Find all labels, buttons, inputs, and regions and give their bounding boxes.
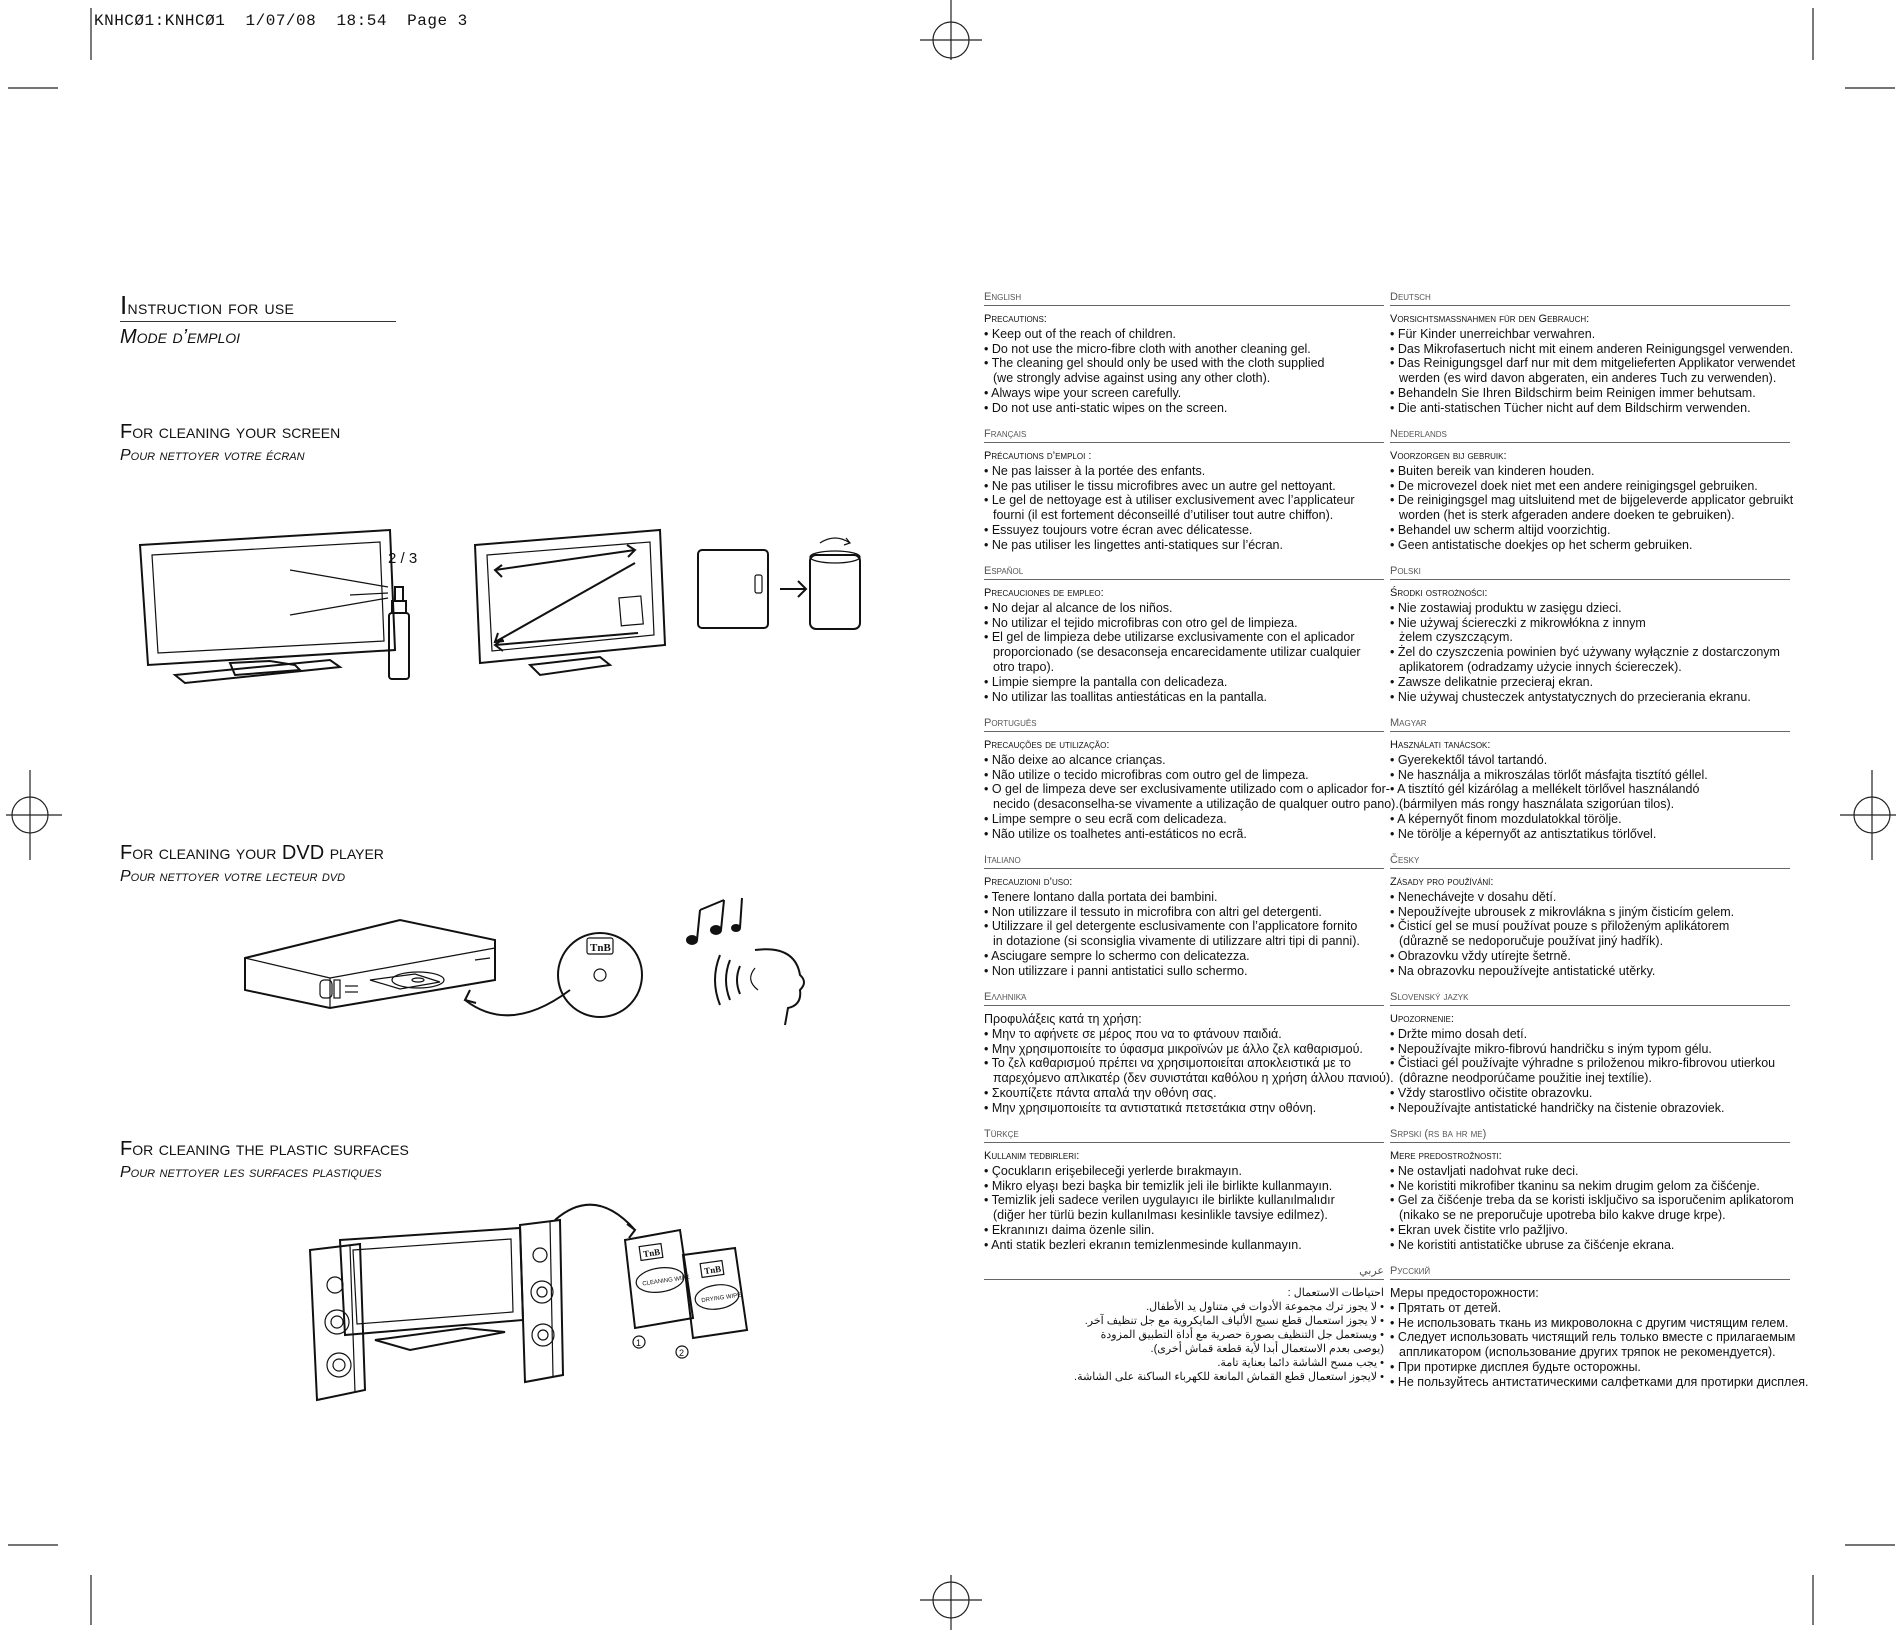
lang-block-portugues — [984, 716, 1399, 842]
wipe-brand-1: TnB — [642, 1246, 661, 1260]
lang-line: • Tenere lontano dalla portata dei bambini. — [984, 889, 1218, 904]
lang-block-nederlands — [1390, 427, 1794, 553]
lang-line: • Always wipe your screen carefully. — [984, 385, 1182, 400]
lang-head: Précautions d’emploi : — [984, 450, 1092, 462]
lang-line: • Nie używaj ściereczki z mikrowłókna z innym — [1390, 615, 1646, 630]
lang-line: • يجب مسح الشاشة دائما بعناية تامة. — [1217, 1357, 1384, 1369]
lang-block-ellinika — [984, 990, 1394, 1116]
lang-line: • El gel de limpieza debe utilizarse exclusivamente con el aplicador — [984, 630, 1355, 645]
lang-line: • Asciugare sempre lo schermo con delicatezza. — [984, 948, 1250, 963]
tv-with-spray — [140, 530, 417, 683]
lang-name: Deutsch — [1390, 290, 1790, 306]
lang-name: English — [984, 290, 1384, 306]
lang-head: Voorzorgen bij gebruik: — [1390, 450, 1507, 462]
lang-line: (we strongly advise against using any other cloth). — [993, 371, 1271, 386]
lang-head: Mere predostrožnosti: — [1390, 1150, 1502, 1162]
lang-line: • Buiten bereik van kinderen houden. — [1390, 463, 1595, 478]
lang-line: • Nepoužívajte antistatické handričky na čistenie obrazoviek. — [1390, 1100, 1725, 1115]
lang-block-slovensky — [1390, 990, 1790, 1116]
lang-line: • Gyerekektől távol tartandó. — [1390, 752, 1548, 767]
lang-block-srpski — [1390, 1127, 1794, 1253]
lang-line: • Μην το αφήνετε σε μέρος που να το φτάνουν παιδιά. — [984, 1026, 1282, 1041]
lang-block-italiano — [984, 853, 1384, 979]
lang-line: • ويستعمل جل التنظيف بصورة حصرية مع أداة التطبيق المزودة — [1100, 1329, 1384, 1341]
lang-head: Precauções de utilização: — [984, 739, 1110, 751]
lang-name: Magyar — [1390, 716, 1790, 732]
lang-line: • Не использовать ткань из микроволокна с другим чистящим гелем. — [1390, 1315, 1789, 1330]
lang-line: • Držte mimo dosah detí. — [1390, 1026, 1528, 1041]
lang-line: • Ne pas utiliser le tissu microfibres avec un autre gel nettoyant. — [984, 478, 1336, 493]
lang-line: aplikatorem (odradzamy użycie innych ściereczek). — [1399, 659, 1682, 674]
lang-line: • No utilizar el tejido microfibras con otro gel de limpieza. — [984, 615, 1298, 630]
dvd-cleaning-illustration — [240, 890, 800, 1090]
lang-line: • Limpie siempre la pantalla con delicadeza. — [984, 674, 1228, 689]
section-dvd-subtitle: Pour nettoyer votre lecteur dvd — [120, 868, 346, 885]
lang-line: otro trapo). — [993, 659, 1055, 674]
lang-line: • Não utilize o tecido microfibras com outro gel de limpeza. — [984, 767, 1309, 782]
lang-line: • لا يجوز ترك مجموعة الأدوات في متناول يد الأطفال. — [1146, 1301, 1384, 1313]
lang-block-russkiy — [1390, 1264, 1809, 1390]
lang-line: • لايجوز استعمال قطع القماش المانعة للكهرباء الساكنة على الشاشة. — [1074, 1371, 1384, 1383]
lang-line: • Ekranınızı daima özenle silin. — [984, 1222, 1155, 1237]
section-screen-title: For cleaning your screen — [120, 421, 341, 443]
lang-block-turkce — [984, 1127, 1384, 1253]
lang-head: Zásady pro používání: — [1390, 876, 1494, 888]
lang-line: • Çocukların erişebileceği yerlerde bırakmayın. — [984, 1163, 1242, 1178]
lang-line: (يوصى بعدم الاستعمال أبدا لأية قطعة قماش أخرى). — [1150, 1343, 1384, 1355]
lang-line: • Ne ostavljati nadohvat ruke deci. — [1390, 1163, 1579, 1178]
lang-block-polski — [1390, 564, 1790, 704]
plastic-cleaning-illustration — [305, 1200, 765, 1410]
tv-wiping — [475, 530, 665, 675]
lang-name: Русский — [1390, 1264, 1790, 1280]
lang-line: • Ekran uvek čistite vrlo pažljivo. — [1390, 1222, 1569, 1237]
lang-head: Προφυλάξεις κατά τη χρήση: — [984, 1012, 1142, 1026]
lang-line: • Das Reinigungsgel darf nur mit dem mitgelieferten Applikator verwendet — [1390, 356, 1796, 371]
lang-line: (nikako se ne preporučuje upotreba bilo kakve druge krpe). — [1399, 1208, 1726, 1223]
right-speaker — [520, 1220, 563, 1382]
lang-head: Меры предосторожности: — [1390, 1286, 1539, 1300]
lang-line: necido (desaconselha-se vivamente a utilização de qualquer outro pano). — [993, 797, 1399, 812]
clean-disc — [558, 933, 642, 1017]
lang-line: • Essuyez toujours votre écran avec délicatesse. — [984, 522, 1253, 537]
lang-line: • De microvezel doek niet met een andere reinigingsgel gebruiken. — [1390, 478, 1758, 493]
lang-line: • No utilizar las toallitas antiestáticas en la pantalla. — [984, 689, 1267, 704]
lang-head: Precauzioni d’uso: — [984, 876, 1073, 888]
lang-line: • Čistiaci gél používajte výhradne s priloženou mikro-fibrovou utierkou — [1390, 1056, 1776, 1071]
lang-block-espanol — [984, 564, 1384, 704]
lang-line: • Ne koristiti antistatičke ubruse za čišćenje ekrana. — [1390, 1237, 1675, 1252]
lang-head: Precautions: — [984, 313, 1047, 325]
lang-line: • Behandeln Sie Ihren Bildschirm beim Reinigen immer behutsam. — [1390, 385, 1756, 400]
lang-line: • Für Kinder unerreichbar verwahren. — [1390, 326, 1596, 341]
lang-line: • Non utilizzare i panni antistatici sullo schermo. — [984, 963, 1248, 978]
section-plastic-title: For cleaning the plastic surfaces — [120, 1138, 409, 1160]
lang-line: • Anti statik bezleri ekranın temizlenmesinde kullanmayın. — [984, 1237, 1302, 1252]
wipe-label-1: CLEANING WIPE — [642, 1274, 691, 1288]
monitor — [340, 1228, 523, 1350]
lang-name: Português — [984, 716, 1384, 732]
lang-line: • Não utilize os toalhetes anti-estáticos no ecrã. — [984, 826, 1247, 841]
wipe-brand-2: TnB — [703, 1263, 722, 1277]
lang-name: Polski — [1390, 564, 1790, 580]
title-french: Mode d’emploi — [120, 326, 241, 348]
lang-head: Használati tanácsok: — [1390, 739, 1491, 751]
lang-line: żelem czyszczącym. — [1399, 630, 1513, 645]
disc-brand-label: TnB — [590, 942, 611, 954]
lang-line: • Geen antistatische doekjes op het scherm gebruiken. — [1390, 537, 1693, 552]
lang-line: • Μην χρησιμοποιείτε το ύφασμα μικροϊνών με άλλο ζελ καθαρισμού. — [984, 1041, 1363, 1056]
lang-head: Vorsichtsmassnahmen für den Gebrauch: — [1390, 313, 1590, 325]
lang-line: • لا يجوز استعمال قطع نسيج الألياف المايكروية مع جل تنظيف آخر. — [1084, 1315, 1384, 1327]
step-1-label: 1 — [636, 1338, 642, 1348]
lang-line: παρεχόμενο απλικατέρ (δεν συνιστάται καθόλου η χρήση άλλου πανιού). — [993, 1071, 1394, 1086]
lang-name: Türkçe — [984, 1127, 1384, 1143]
music-notes-icon — [686, 898, 742, 945]
lang-name: Česky — [1390, 853, 1790, 869]
lang-line: • Non utilizzare il tessuto in microfibra con altri gel detergenti. — [984, 904, 1322, 919]
lang-line: fourni (il est fortement déconseillé d’utiliser tout autre chiffon). — [993, 508, 1334, 523]
lang-line: • Zawsze delikatnie przecieraj ekran. — [1390, 674, 1594, 689]
lang-head: Kullanim tedbirleri: — [984, 1150, 1080, 1162]
lang-line: • Do not use the micro-fibre cloth with another cleaning gel. — [984, 341, 1311, 356]
lang-line: (bármilyen más rongy használata szigorúan tilos). — [1399, 797, 1675, 812]
lang-line: • При протирке дисплея будьте осторожны. — [1390, 1359, 1641, 1374]
lang-line: • Limpe sempre o seu ecrã com delicadeza. — [984, 811, 1227, 826]
lang-line: • Σκουπίζετε πάντα απαλά την οθόνη σας. — [984, 1085, 1217, 1100]
lang-line: • De reinigingsgel mag uitsluitend met de bijgeleverde applicator gebruikt — [1390, 493, 1794, 508]
lang-line: • Na obrazovku nepoužívejte antistatické utěrky. — [1390, 963, 1656, 978]
lang-line: (diğer her türlü bezin kullanılması kesinlikle tavsiye edilmez). — [993, 1208, 1328, 1223]
section-plastic-subtitle: Pour nettoyer les surfaces plastiques — [120, 1164, 382, 1181]
dvd-player — [245, 920, 495, 1008]
lang-line: • Nepoužívajte mikro-fibrovú handričku s iným typom gélu. — [1390, 1041, 1712, 1056]
lang-line: • Obrazovku vždy utírejte šetrně. — [1390, 948, 1571, 963]
lang-head: احتياطات الاستعمال : — [1287, 1287, 1384, 1299]
print-slug: KNHCØ1:KNHCØ1 1/07/08 18:54 Page 3 — [94, 12, 468, 30]
lang-line: • Die anti-statischen Tücher nicht auf dem Bildschirm verwenden. — [1390, 400, 1751, 415]
wipe-pouch-step — [698, 538, 860, 629]
lang-line: • Следует использовать чистящий гель только вместе с прилагаемым — [1390, 1330, 1796, 1345]
lang-name: Ελληνικά — [984, 990, 1384, 1006]
lang-head: Środki ostrożności: — [1390, 587, 1488, 599]
lang-block-english — [984, 290, 1384, 416]
lang-line: • Utilizzare il gel detergente esclusivamente con l’applicatore fornito — [984, 919, 1358, 934]
lang-line: • Μην χρησιμοποιείτε τα αντιστατικά πετσετάκια στην οθόνη. — [984, 1100, 1317, 1115]
lang-line: • Não deixe ao alcance crianças. — [984, 752, 1166, 767]
lang-line: • Do not use anti-static wipes on the screen. — [984, 400, 1228, 415]
lang-name: Español — [984, 564, 1384, 580]
lang-block-francais — [984, 427, 1384, 553]
listening-head-icon — [715, 949, 804, 1025]
lang-line: werden (es wird davon abgeraten, ein anderes Tuch zu verwenden). — [1399, 371, 1777, 386]
lang-block-cesky — [1390, 853, 1790, 979]
lang-line: • Čisticí gel se musí používat pouze s přiloženým aplikátorem — [1390, 919, 1730, 934]
lang-line: • Прятать от детей. — [1390, 1300, 1502, 1315]
lang-line: • Le gel de nettoyage est à utiliser exclusivement avec l’applicateur — [984, 493, 1355, 508]
screen-cleaning-illustration — [130, 525, 890, 705]
lang-line: • Das Mikrofasertuch nicht mit einem anderen Reinigungsgel verwenden. — [1390, 341, 1794, 356]
lang-line: • Ne törölje a képernyőt az antisztatikus törlővel. — [1390, 826, 1657, 841]
lang-line: • A képernyőt finom mozdulatokkal törölje. — [1390, 811, 1622, 826]
lang-line: (dôrazne neodporúčame použitie inej textílie). — [1399, 1071, 1652, 1086]
lang-name: Italiano — [984, 853, 1384, 869]
lang-line: • Nenechávejte v dosahu dětí. — [1390, 889, 1557, 904]
lang-block-magyar — [1390, 716, 1790, 842]
lang-line: in dotazione (si sconsiglia vivamente di utilizzare altri tipi di panni). — [993, 934, 1360, 949]
section-dvd-title: For cleaning your DVD player — [120, 842, 384, 864]
lang-line: • Ne használja a mikroszálas törlőt másfajta tisztító géllel. — [1390, 767, 1708, 782]
lang-line: • No dejar al alcance de los niños. — [984, 600, 1173, 615]
lang-line: • Gel za čišćenje treba da se koristi isključivo sa isporučenim aplikatorom — [1390, 1193, 1794, 1208]
section-screen-subtitle: Pour nettoyer votre écran — [120, 447, 305, 464]
lang-line: • Mikro elyaşı bezi başka bir temizlik jeli ile birlikte kullanmayın. — [984, 1178, 1333, 1193]
lang-name: Slovenský jazyk — [1390, 990, 1790, 1006]
lang-name: Français — [984, 427, 1384, 443]
lang-line: proporcionado (se desaconseja encarecidamente utilizar cualquier — [993, 645, 1361, 660]
lang-line: аппликатором (использование других тряпок не рекомендуется). — [1399, 1345, 1776, 1360]
lang-line: • Żel do czyszczenia powinien być używany wyłącznie z dostarczonym — [1390, 645, 1780, 660]
lang-name: Srpski (rs ba hr me) — [1390, 1127, 1790, 1143]
lang-line: • Το ζελ καθαρισμού πρέπει να χρησιμοποιείται αποκλειστικά με το — [984, 1056, 1351, 1071]
lang-line: • The cleaning gel should only be used with the cloth supplied — [984, 356, 1325, 371]
step-2-label: 2 — [679, 1348, 685, 1358]
lang-block-arabic — [984, 1264, 1384, 1384]
lang-line: (důrazně se nedoporučuje používat jiný hadřík). — [1399, 934, 1664, 949]
lang-head: Precauciones de empleo: — [984, 587, 1104, 599]
lang-name: Nederlands — [1390, 427, 1790, 443]
lang-line: • A tisztító gél kizárólag a mellékelt törlővel használandó — [1390, 782, 1700, 797]
lang-line: • Temizlik jeli sadece verilen uygulayıcı ile birlikte kullanılmalıdır — [984, 1193, 1335, 1208]
lang-line: • Ne koristiti mikrofiber tkaninu sa nekim drugim gelom za čišćenje. — [1390, 1178, 1760, 1193]
wipe-label-2: DRYING WIPE — [701, 1292, 742, 1305]
lang-line: worden (het is sterk afgeraden andere doeken te gebruiken). — [1399, 508, 1735, 523]
cleaning-wipe-pouch — [625, 1230, 693, 1328]
lang-line: • Behandel uw scherm altijd voorzichtig. — [1390, 522, 1611, 537]
lang-line: • Nepoužívejte ubrousek z mikrovlákna s jiným čisticím gelem. — [1390, 904, 1735, 919]
title-rule — [120, 321, 396, 322]
lang-block-deutsch — [1390, 290, 1796, 416]
lang-line: • Ne pas utiliser les lingettes anti-statiques sur l’écran. — [984, 537, 1283, 552]
lang-line: • Nie zostawiaj produktu w zasięgu dzieci. — [1390, 600, 1622, 615]
drying-wipe-pouch — [683, 1248, 747, 1338]
title-english: Instruction for use — [120, 290, 295, 320]
dose-label: 2 / 3 — [388, 550, 418, 567]
lang-line: • Nie używaj chusteczek antystatycznych do przecierania ekranu. — [1390, 689, 1751, 704]
lang-line: • O gel de limpeza deve ser exclusivamente utilizado com o aplicador for- — [984, 782, 1390, 797]
lang-head: Upozornenie: — [1390, 1013, 1454, 1025]
lang-line: • Vždy starostlivo očistite obrazovku. — [1390, 1085, 1593, 1100]
lang-line: • Keep out of the reach of children. — [984, 326, 1176, 341]
lang-line: • Ne pas laisser à la portée des enfants. — [984, 463, 1206, 478]
lang-line: • Не пользуйтесь антистатическими салфетками для протирки дисплея. — [1390, 1374, 1809, 1389]
lang-name: عربي — [984, 1264, 1384, 1280]
